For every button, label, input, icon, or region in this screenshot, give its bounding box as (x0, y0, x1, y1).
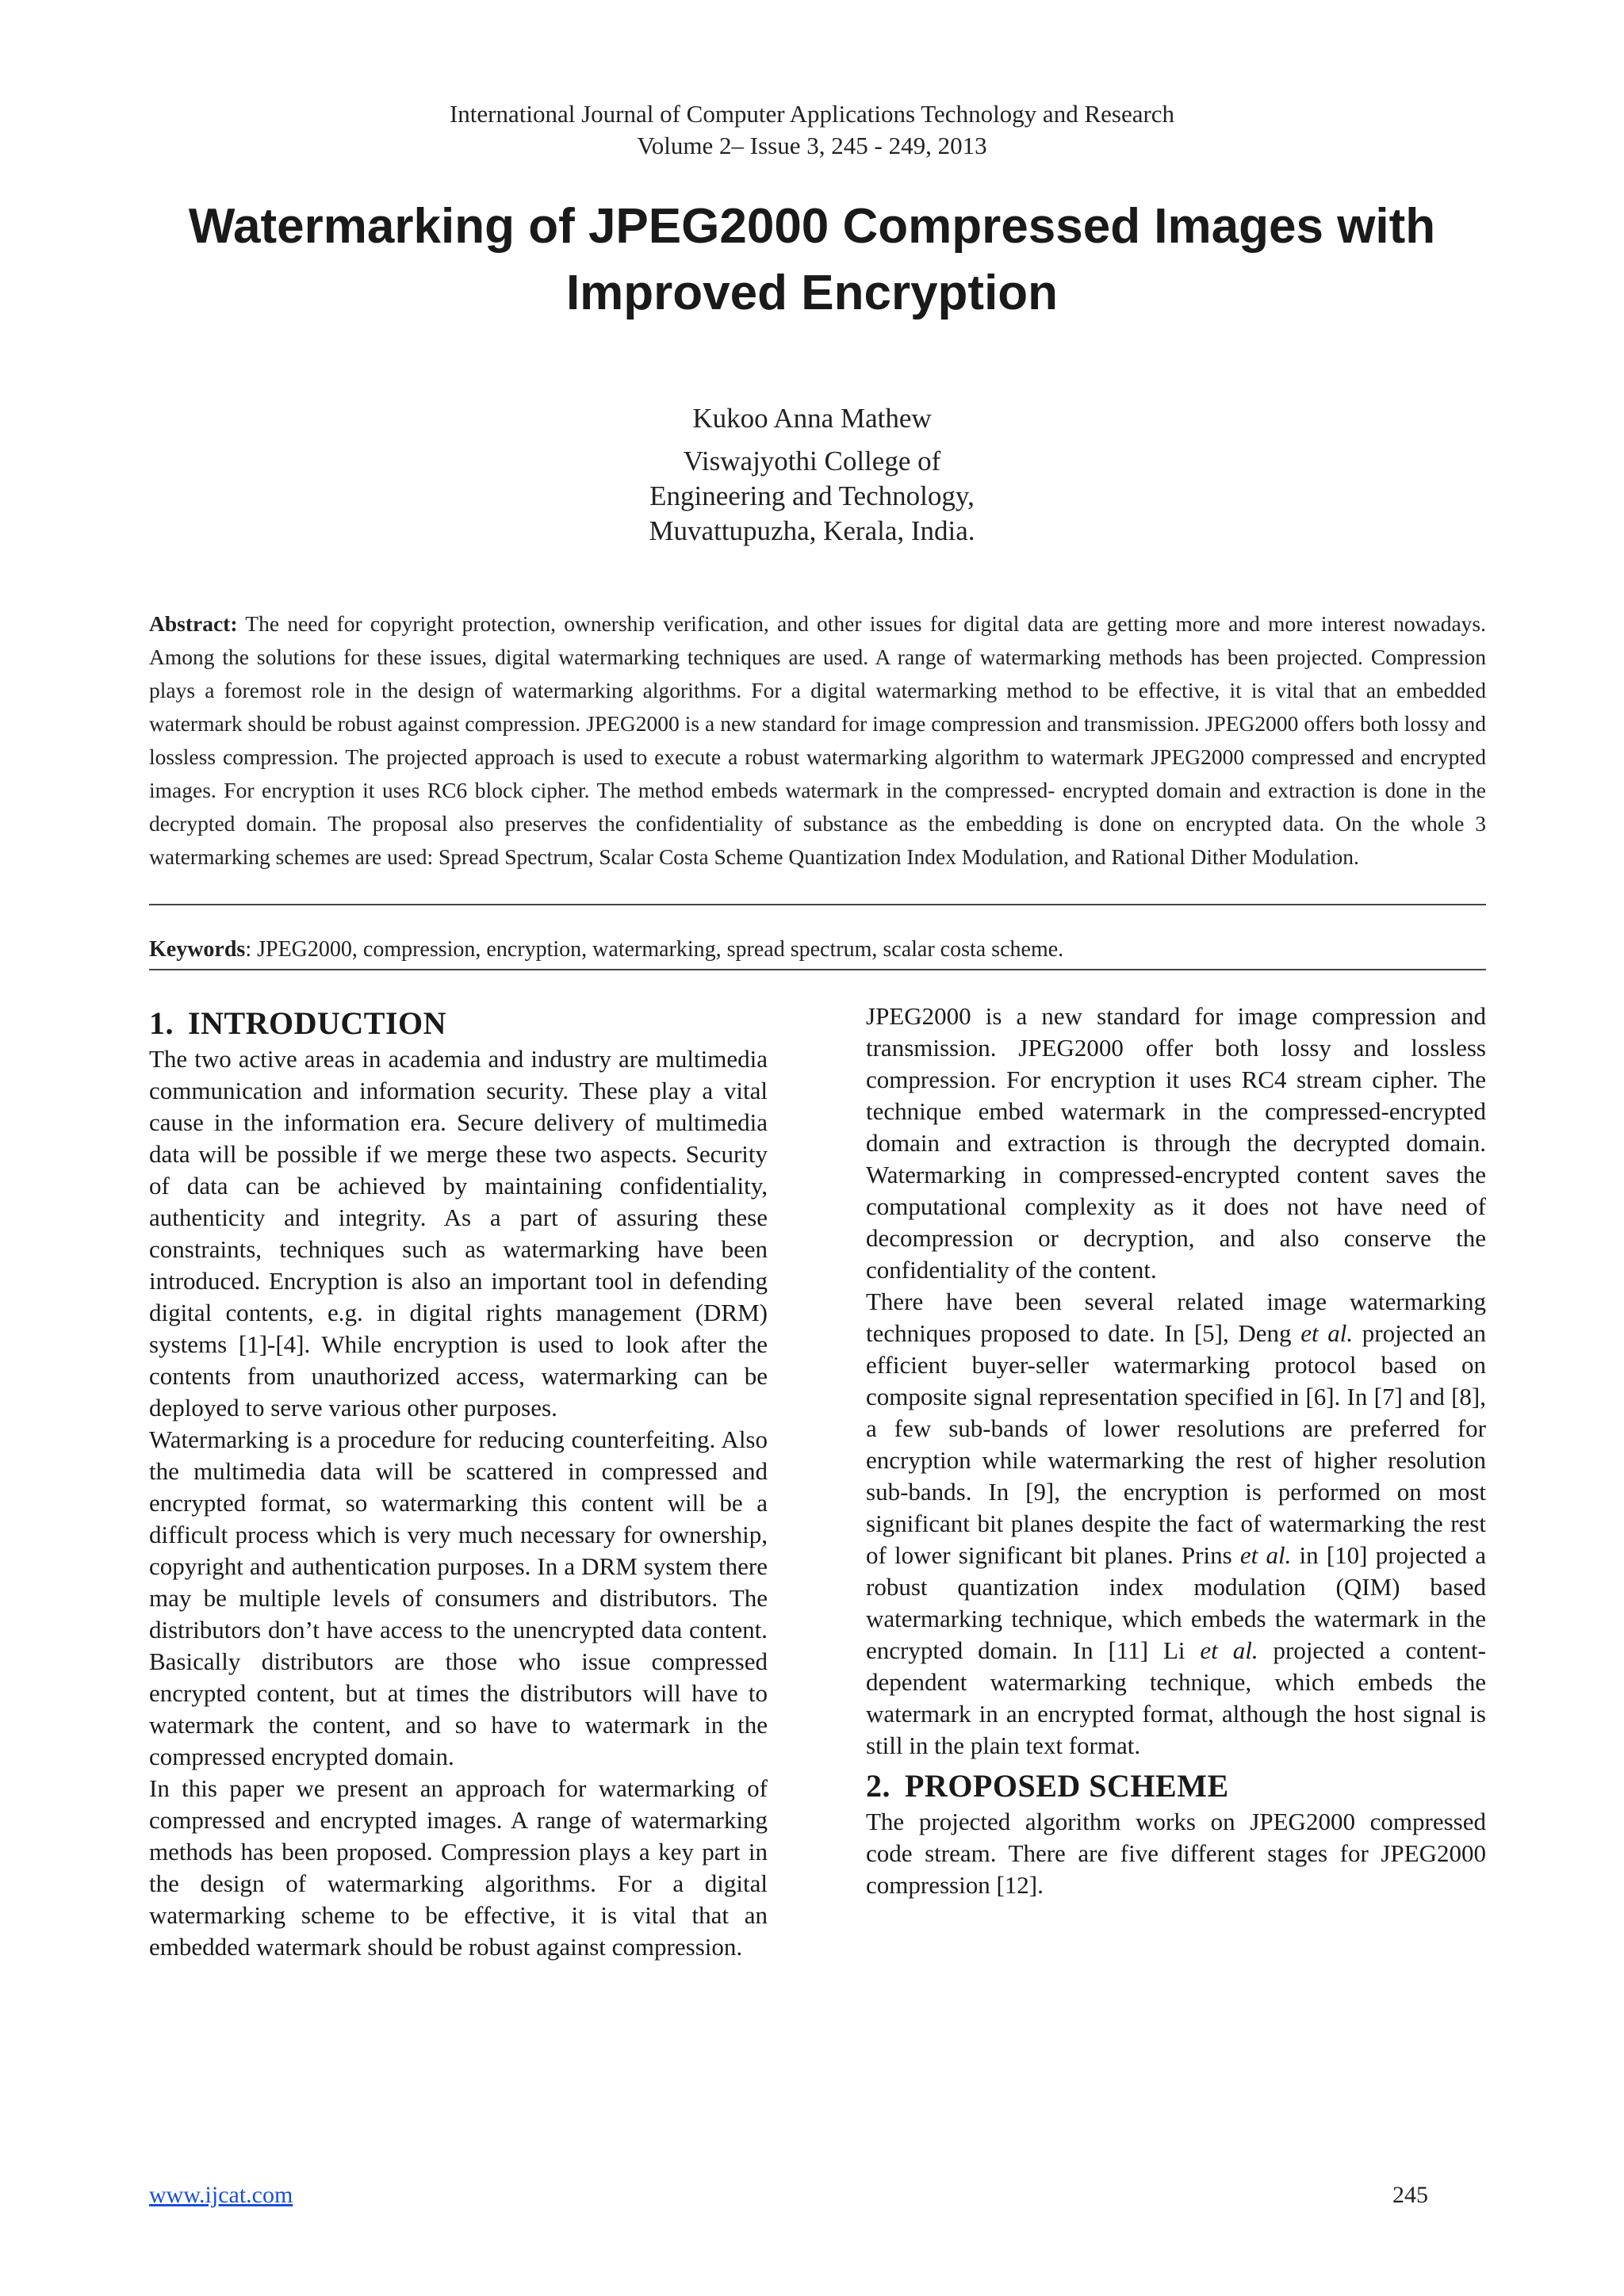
keywords (149, 934, 1486, 966)
journal-website-link[interactable]: www.ijcat.com (149, 2182, 293, 2208)
keywords-divider (149, 969, 1486, 970)
section-number: 2. (866, 1768, 891, 1804)
section-heading-proposed-scheme (866, 1766, 1486, 1806)
et-al-citation: et al. (1300, 1319, 1354, 1347)
affiliation-line3: Muvattupuzha, Kerala, India. (649, 515, 975, 546)
related-work-text-b: projected an efficient buyer-seller watermarking protocol based on composite signal representation specified in [6]. In [7] and [8], a few sub-bands of lower resolutions are preferred for encryption while watermarking the rest of higher resolution sub-bands. In [9], the encryption is performed on most significant bit planes despite the fact of watermarking the rest of lower significant bit planes. Prins (866, 1319, 1486, 1569)
section-number: 1. (149, 1005, 174, 1041)
related-work-text-c: in [10] projected a robust quantization index modulation (QIM) based watermarking technique, which embeds the watermark in the encrypted domain. In [11] Li (866, 1541, 1486, 1664)
keywords-label: Keywords (149, 937, 246, 962)
left-column (149, 1004, 768, 1963)
paper-title-line1: Watermarking of JPEG2000 Compressed Images with (188, 199, 1436, 254)
author-name: Kukoo Anna Mathew (692, 403, 932, 434)
related-work-text-d: projected a content-dependent watermarking technique, which embeds the watermark in an encrypted format, although the host signal is still in the plain text format. (866, 1636, 1486, 1759)
intro-paragraph-2: Watermarking is a procedure for reducing counterfeiting. Also the multimedia data will be scattered in compressed and encrypted format, so watermarking this content will be a difficult process which is very much necessary for ownership, copyright and authentication purposes. In a DRM system there may be multiple levels of consumers and distributors. The distributors don’t have access to the unencrypted data content. Basically distributors are those who issue compressed encrypted content, but at times the distributors will have to watermark the content, and so have to watermark in the compressed encrypted domain. (149, 1425, 768, 1770)
proposed-paragraph-1: The projected algorithm works on JPEG2000 compressed code stream. There are five different stages for JPEG2000 compression [12]. (866, 1808, 1486, 1899)
paper-title-line2: Improved Encryption (565, 266, 1059, 320)
journal-name: International Journal of Computer Applications Technology and Research (449, 100, 1175, 128)
section-title: PROPOSED SCHEME (905, 1768, 1229, 1804)
section-heading-introduction (149, 1004, 768, 1043)
intro-paragraph-3: In this paper we present an approach for watermarking of compressed and encrypted images. A range of watermarking methods has been proposed. Compression plays a key part in the design of watermarking algorithms. For a digital watermarking scheme to be effective, it is vital that an embedded watermark should be robust against compression. (149, 1774, 768, 1961)
keywords-text: : JPEG2000, compression, encryption, watermarking, spread spectrum, scalar costa scheme. (245, 937, 1064, 962)
intro-paragraph-4: JPEG2000 is a new standard for image compression and transmission. JPEG2000 offer both lossy and lossless compression. For encryption it uses RC4 stream cipher. The technique embed watermark in the compressed-encrypted domain and extraction is through the decrypted domain. Watermarking in compressed-encrypted content saves the computational complexity as it does not have need of decompression or decryption, and also conserve the confidentiality of the content. (866, 1002, 1486, 1284)
paper-title (159, 193, 1465, 327)
affiliation-line2: Engineering and Technology, (649, 480, 975, 511)
page-number: 245 (1392, 2182, 1428, 2208)
abstract-label: Abstract: (149, 611, 238, 636)
section-title: INTRODUCTION (188, 1005, 447, 1041)
abstract-divider (149, 904, 1486, 905)
et-al-citation: et al. (1200, 1636, 1258, 1664)
affiliation-line1: Viswajyothi College of (683, 446, 941, 476)
intro-paragraph-5 (866, 1286, 1486, 1762)
abstract-text: The need for copyright protection, ownership verification, and other issues for digital data are getting more and more interest nowadays. Among the solutions for these issues, digital watermarking techniques are used. A range of watermarking methods has been projected. Compression plays a foremost role in the design of watermarking algorithms. For a digital watermarking method to be effective, it is vital that an embedded watermark should be robust against compression. JPEG2000 is a new standard for image compression and transmission. JPEG2000 offers both lossy and lossless compression. The projected approach is used to execute a robust watermarking algorithm to watermark JPEG2000 compressed and encrypted images. For encryption it uses RC6 block cipher. The method embeds watermark in the compressed- encrypted domain and extraction is done in the decrypted domain. The proposal also preserves the confidentiality of substance as the embedding is done on encrypted data. On the whole 3 watermarking schemes are used: Spread Spectrum, Scalar Costa Scheme Quantization Index Modulation, and Rational Dither Modulation. (149, 611, 1486, 869)
right-column (866, 1001, 1486, 1901)
intro-paragraph-1: The two active areas in academia and industry are multimedia communication and information security. These play a vital cause in the information era. Secure delivery of multimedia data will be possible if we merge these two aspects. Security of data can be achieved by maintaining confidentiality, authenticity and integrity. As a part of assuring these constraints, techniques such as watermarking have been introduced. Encryption is also an important tool in defending digital contents, e.g. in digital rights management (DRM) systems [1]-[4]. While encryption is used to look after the contents from unauthorized access, watermarking can be deployed to serve various other purposes. (149, 1045, 768, 1422)
journal-volume: Volume 2– Issue 3, 245 - 249, 2013 (637, 132, 987, 159)
abstract (149, 607, 1486, 874)
related-work-text-a: There have been several related image watermarking techniques proposed to date. In [5], Deng (866, 1288, 1486, 1347)
et-al-citation: et al. (1239, 1541, 1292, 1569)
